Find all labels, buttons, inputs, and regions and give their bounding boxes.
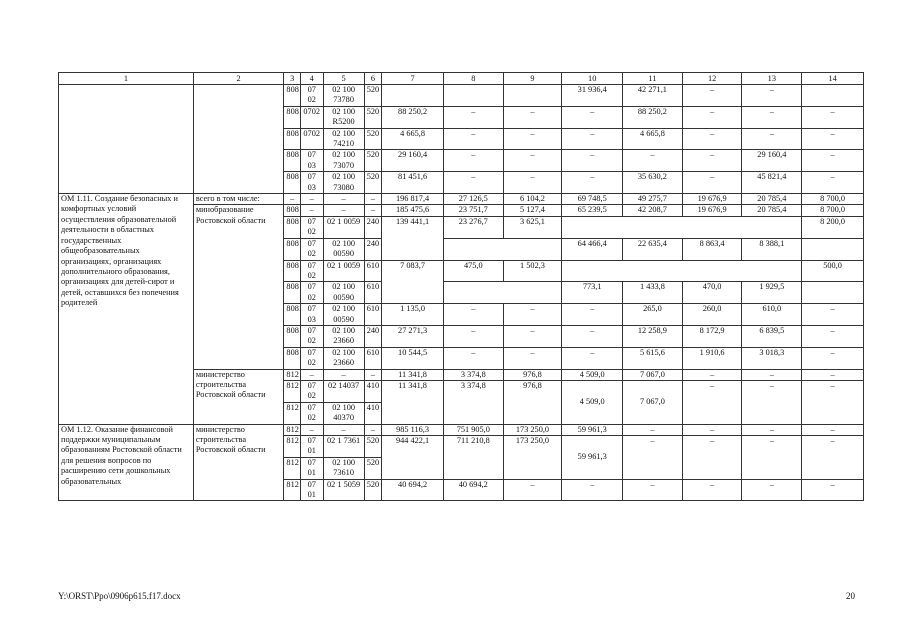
- cell-total: 10 544,5: [382, 347, 444, 369]
- cell-y2015: 976,8: [503, 369, 562, 380]
- cell-y2016: –: [562, 106, 623, 128]
- executor-label: всего в том числе:: [193, 194, 284, 205]
- cell-grbs: 812: [284, 436, 300, 458]
- cell-y2018: –: [682, 128, 742, 150]
- cell-y2017: 7 067,0: [623, 369, 683, 380]
- cell-y2020: –: [802, 304, 864, 326]
- cell-vr: 610: [364, 282, 382, 304]
- col-header: 8: [443, 73, 503, 85]
- empty-cell: [193, 85, 284, 194]
- cell-y2015: 6 104,2: [503, 194, 562, 205]
- cell-y2017: 49 275,7: [623, 194, 683, 205]
- cell-y2018: –: [682, 85, 742, 107]
- col-header: 5: [323, 73, 364, 85]
- col-header: 2: [193, 73, 284, 85]
- cell-y2019: –: [742, 128, 802, 150]
- col-header: 7: [382, 73, 444, 85]
- cell-y2017: 42 271,1: [623, 85, 683, 107]
- cell-csr: 02 100 40370: [323, 402, 364, 424]
- col-header: 6: [364, 73, 382, 85]
- cell-total: 27 271,3: [382, 325, 444, 347]
- measure-title: ОМ 1.12. Оказание финансовой поддержки муниципальным образованиям Ростовской области для решения вопросов по расширению сети дошкольных образовательных: [59, 424, 194, 501]
- cell-y2014: 3 374,8: [443, 369, 503, 380]
- cell-y2019: –: [742, 436, 802, 480]
- cell-total: 196 817,4: [382, 194, 444, 205]
- cell-csr: 02 100 73070: [323, 150, 364, 172]
- cell-total: 944 422,1: [382, 436, 444, 480]
- cell-y2015: 3 625,1: [503, 216, 562, 238]
- cell-total: 139 441,1: [382, 216, 444, 260]
- col-header: 14: [802, 73, 864, 85]
- cell-y2015: –: [503, 150, 562, 172]
- cell-grbs: 808: [284, 238, 300, 260]
- cell-y2016: 4 509,0: [562, 380, 623, 424]
- cell-y2016: –: [562, 479, 623, 501]
- cell-y2016: 773,1: [562, 282, 623, 304]
- cell-y2016: 64 466,4: [562, 238, 623, 260]
- cell-csr: –: [323, 205, 364, 216]
- cell-vr: 240: [364, 216, 382, 238]
- cell-csr: 02 100 00590: [323, 282, 364, 304]
- cell-y2014: 475,0: [443, 260, 503, 282]
- cell-y2017: 88 250,2: [623, 106, 683, 128]
- cell-total: 29 160,4: [382, 150, 444, 172]
- cell-y2020: –: [802, 325, 864, 347]
- cell-rzpr: 07 02: [300, 238, 323, 260]
- cell-grbs: 808: [284, 216, 300, 238]
- cell-y2018: –: [682, 369, 742, 380]
- cell-total: 1 135,0: [382, 304, 444, 326]
- cell-total: 7 083,7: [382, 260, 444, 304]
- cell-y2016: –: [562, 347, 623, 369]
- cell-y2017: 4 665,8: [623, 128, 683, 150]
- cell-y2020: –: [802, 479, 864, 501]
- cell-y2014: –: [443, 347, 503, 369]
- cell-y2014: 40 694,2: [443, 479, 503, 501]
- cell-y2018: 8 863,4: [682, 238, 742, 260]
- cell-y2020: –: [802, 172, 864, 194]
- cell-y2018: 1 910,6: [682, 347, 742, 369]
- col-header: 3: [284, 73, 300, 85]
- cell-total: 11 341,8: [382, 380, 444, 424]
- col-header: 9: [503, 73, 562, 85]
- cell-total: [382, 85, 444, 107]
- executor-label: министерство строительства Ростовской области: [193, 424, 284, 501]
- cell-vr: 610: [364, 260, 382, 282]
- cell-y2020: –: [802, 347, 864, 369]
- cell-y2015: –: [503, 304, 562, 326]
- cell-y2016: 59 961,3: [562, 436, 623, 480]
- col-header: 10: [562, 73, 623, 85]
- cell-grbs: 808: [284, 282, 300, 304]
- cell-y2016: 4 509,0: [562, 369, 623, 380]
- cell-grbs: 812: [284, 402, 300, 424]
- header-row: [59, 73, 864, 85]
- cell-y2017: –: [623, 150, 683, 172]
- cell-y2019: 29 160,4: [742, 150, 802, 172]
- cell-y2017: 265,0: [623, 304, 683, 326]
- table-row: [59, 424, 864, 435]
- cell-rzpr: 07 01: [300, 436, 323, 458]
- empty-cell: [562, 260, 802, 282]
- cell-y2014: 23 276,7: [443, 216, 503, 238]
- cell-grbs: 808: [284, 150, 300, 172]
- cell-vr: 410: [364, 380, 382, 402]
- cell-grbs: 808: [284, 260, 300, 282]
- cell-grbs: 812: [284, 380, 300, 402]
- executor-label: министерство строительства Ростовской области: [193, 369, 284, 424]
- cell-y2014: –: [443, 150, 503, 172]
- cell-y2015: –: [503, 106, 562, 128]
- cell-y2015: –: [503, 325, 562, 347]
- cell-y2020: 8 200,0: [802, 216, 864, 238]
- cell-y2018: –: [682, 106, 742, 128]
- cell-y2016: –: [562, 150, 623, 172]
- cell-rzpr: –: [300, 369, 323, 380]
- empty-cell: [802, 238, 864, 260]
- cell-rzpr: –: [300, 424, 323, 435]
- cell-y2017: 35 630,2: [623, 172, 683, 194]
- measure-title: ОМ 1.11. Создание безопасных и комфортных условий осуществления образовательной деятельности в областных государственных общеобразовательных организациях, организациях дополнительного образования, организациях для детей-сирот и детей, оставшихся без попечения родителей: [59, 194, 194, 425]
- cell-grbs: 812: [284, 479, 300, 501]
- budget-table: [58, 72, 864, 501]
- cell-y2019: 1 929,5: [742, 282, 802, 304]
- cell-grbs: 808: [284, 85, 300, 107]
- cell-vr: 520: [364, 479, 382, 501]
- cell-csr: 02 1 5059: [323, 479, 364, 501]
- cell-y2016: –: [562, 325, 623, 347]
- cell-vr: 520: [364, 172, 382, 194]
- cell-y2019: –: [742, 479, 802, 501]
- cell-y2018: 8 172,9: [682, 325, 742, 347]
- cell-y2020: –: [802, 369, 864, 380]
- col-header: 13: [742, 73, 802, 85]
- cell-rzpr: 07 02: [300, 85, 323, 107]
- cell-rzpr: 07 02: [300, 325, 323, 347]
- col-header: 11: [623, 73, 683, 85]
- cell-rzpr: 07 03: [300, 150, 323, 172]
- cell-y2018: 19 676,9: [682, 205, 742, 216]
- cell-vr: –: [364, 369, 382, 380]
- cell-y2020: [802, 85, 864, 107]
- empty-cell: [443, 238, 561, 260]
- cell-y2020: –: [802, 436, 864, 480]
- cell-y2014: 711 210,8: [443, 436, 503, 480]
- cell-csr: 02 100 23660: [323, 325, 364, 347]
- col-header: 4: [300, 73, 323, 85]
- cell-y2014: 23 751,7: [443, 205, 503, 216]
- cell-y2020: –: [802, 150, 864, 172]
- cell-vr: 610: [364, 347, 382, 369]
- cell-y2014: 27 126,5: [443, 194, 503, 205]
- cell-y2019: 20 785,4: [742, 205, 802, 216]
- cell-y2014: –: [443, 128, 503, 150]
- cell-y2020: 500,0: [802, 260, 864, 282]
- cell-y2015: –: [503, 347, 562, 369]
- cell-y2015: 173 250,0: [503, 424, 562, 435]
- cell-y2019: –: [742, 106, 802, 128]
- cell-y2016: 59 961,3: [562, 424, 623, 435]
- cell-y2015: 173 250,0: [503, 436, 562, 480]
- cell-csr: 02 1 0059: [323, 216, 364, 238]
- cell-y2017: –: [623, 479, 683, 501]
- cell-rzpr: 0702: [300, 128, 323, 150]
- cell-rzpr: 07 01: [300, 479, 323, 501]
- cell-y2015: [503, 85, 562, 107]
- cell-csr: 02 100 73780: [323, 85, 364, 107]
- cell-grbs: 808: [284, 347, 300, 369]
- cell-total: 11 341,8: [382, 369, 444, 380]
- col-header: 12: [682, 73, 742, 85]
- cell-y2014: 3 374,8: [443, 380, 503, 424]
- cell-y2018: 260,0: [682, 304, 742, 326]
- cell-csr: 02 100 00590: [323, 238, 364, 260]
- file-path: Y:\ORST\Ppo\0906p615.f17.docx: [58, 591, 181, 601]
- cell-y2020: 8 700,0: [802, 205, 864, 216]
- cell-csr: 02 100 73610: [323, 457, 364, 479]
- cell-y2017: 1 433,8: [623, 282, 683, 304]
- cell-y2019: –: [742, 369, 802, 380]
- cell-vr: –: [364, 194, 382, 205]
- cell-y2020: –: [802, 424, 864, 435]
- cell-vr: 240: [364, 238, 382, 260]
- cell-y2018: –: [682, 380, 742, 424]
- cell-grbs: 808: [284, 172, 300, 194]
- cell-total: 88 250,2: [382, 106, 444, 128]
- cell-rzpr: 07 03: [300, 172, 323, 194]
- cell-csr: 02 1 0059: [323, 260, 364, 282]
- cell-grbs: 812: [284, 369, 300, 380]
- cell-y2014: –: [443, 304, 503, 326]
- cell-vr: 410: [364, 402, 382, 424]
- col-header: 1: [59, 73, 194, 85]
- cell-y2019: –: [742, 85, 802, 107]
- cell-y2019: 8 388,1: [742, 238, 802, 260]
- cell-y2017: 42 208,7: [623, 205, 683, 216]
- cell-vr: 520: [364, 106, 382, 128]
- empty-cell: [443, 282, 561, 304]
- executor-label: минобразование Ростовской области: [193, 205, 284, 369]
- cell-y2015: 976,8: [503, 380, 562, 424]
- cell-csr: 02 100 00590: [323, 304, 364, 326]
- cell-grbs: 812: [284, 424, 300, 435]
- cell-y2017: 7 067,0: [623, 380, 683, 424]
- cell-y2019: 610,0: [742, 304, 802, 326]
- cell-y2016: –: [562, 304, 623, 326]
- cell-y2019: –: [742, 424, 802, 435]
- cell-y2016: –: [562, 128, 623, 150]
- cell-grbs: 808: [284, 325, 300, 347]
- cell-vr: 520: [364, 85, 382, 107]
- cell-csr: 02 100 74210: [323, 128, 364, 150]
- cell-y2018: –: [682, 424, 742, 435]
- cell-y2019: 45 821,4: [742, 172, 802, 194]
- cell-y2019: 20 785,4: [742, 194, 802, 205]
- cell-rzpr: 07 01: [300, 457, 323, 479]
- cell-y2016: 65 239,5: [562, 205, 623, 216]
- cell-y2018: 19 676,9: [682, 194, 742, 205]
- table-row: [59, 85, 864, 107]
- cell-y2020: –: [802, 380, 864, 424]
- cell-vr: 520: [364, 457, 382, 479]
- cell-y2018: –: [682, 479, 742, 501]
- cell-vr: 520: [364, 150, 382, 172]
- cell-csr: 02 100 73080: [323, 172, 364, 194]
- cell-y2018: –: [682, 172, 742, 194]
- cell-y2019: –: [742, 380, 802, 424]
- cell-grbs: 808: [284, 205, 300, 216]
- cell-vr: –: [364, 205, 382, 216]
- cell-y2014: –: [443, 172, 503, 194]
- cell-csr: 02 14037: [323, 380, 364, 402]
- cell-rzpr: 07 02: [300, 380, 323, 402]
- cell-vr: 240: [364, 325, 382, 347]
- cell-total: 40 694,2: [382, 479, 444, 501]
- cell-y2017: –: [623, 436, 683, 480]
- cell-y2014: [443, 85, 503, 107]
- cell-csr: 02 100 23660: [323, 347, 364, 369]
- cell-y2015: 5 127,4: [503, 205, 562, 216]
- cell-vr: 610: [364, 304, 382, 326]
- cell-rzpr: 07 02: [300, 282, 323, 304]
- cell-y2015: 1 502,3: [503, 260, 562, 282]
- cell-grbs: 808: [284, 106, 300, 128]
- cell-vr: 520: [364, 436, 382, 458]
- cell-y2020: –: [802, 128, 864, 150]
- cell-y2017: 12 258,9: [623, 325, 683, 347]
- cell-y2014: –: [443, 325, 503, 347]
- cell-grbs: –: [284, 194, 300, 205]
- cell-y2018: –: [682, 436, 742, 480]
- cell-rzpr: 0702: [300, 106, 323, 128]
- cell-total: 81 451,6: [382, 172, 444, 194]
- cell-csr: 02 1 7361: [323, 436, 364, 458]
- page-number: 20: [846, 591, 855, 601]
- cell-vr: –: [364, 424, 382, 435]
- cell-y2015: –: [503, 479, 562, 501]
- cell-total: 185 475,6: [382, 205, 444, 216]
- cell-rzpr: –: [300, 194, 323, 205]
- cell-y2018: 470,0: [682, 282, 742, 304]
- cell-csr: 02 100 R5200: [323, 106, 364, 128]
- cell-grbs: 808: [284, 304, 300, 326]
- cell-csr: –: [323, 424, 364, 435]
- cell-y2017: 22 635,4: [623, 238, 683, 260]
- cell-y2017: –: [623, 424, 683, 435]
- cell-total: 4 665,8: [382, 128, 444, 150]
- cell-rzpr: 07 03: [300, 304, 323, 326]
- cell-y2019: 3 018,3: [742, 347, 802, 369]
- cell-rzpr: 07 02: [300, 402, 323, 424]
- cell-y2016: 31 936,4: [562, 85, 623, 107]
- empty-cell: [802, 282, 864, 304]
- empty-cell: [59, 85, 194, 194]
- cell-grbs: 812: [284, 457, 300, 479]
- table-row: [59, 194, 864, 205]
- cell-rzpr: 07 02: [300, 260, 323, 282]
- cell-rzpr: 07 02: [300, 347, 323, 369]
- cell-grbs: 808: [284, 128, 300, 150]
- cell-y2017: 5 615,6: [623, 347, 683, 369]
- cell-y2014: 751 905,0: [443, 424, 503, 435]
- cell-y2014: –: [443, 106, 503, 128]
- cell-y2020: 8 700,0: [802, 194, 864, 205]
- cell-total: 985 116,3: [382, 424, 444, 435]
- cell-y2020: –: [802, 106, 864, 128]
- cell-rzpr: 07 02: [300, 216, 323, 238]
- cell-rzpr: –: [300, 205, 323, 216]
- empty-cell: [562, 216, 802, 238]
- cell-y2015: –: [503, 128, 562, 150]
- cell-y2016: –: [562, 172, 623, 194]
- cell-vr: 520: [364, 128, 382, 150]
- cell-csr: –: [323, 369, 364, 380]
- cell-y2019: 6 839,5: [742, 325, 802, 347]
- cell-y2018: –: [682, 150, 742, 172]
- cell-y2016: 69 748,5: [562, 194, 623, 205]
- cell-y2015: –: [503, 172, 562, 194]
- cell-csr: –: [323, 194, 364, 205]
